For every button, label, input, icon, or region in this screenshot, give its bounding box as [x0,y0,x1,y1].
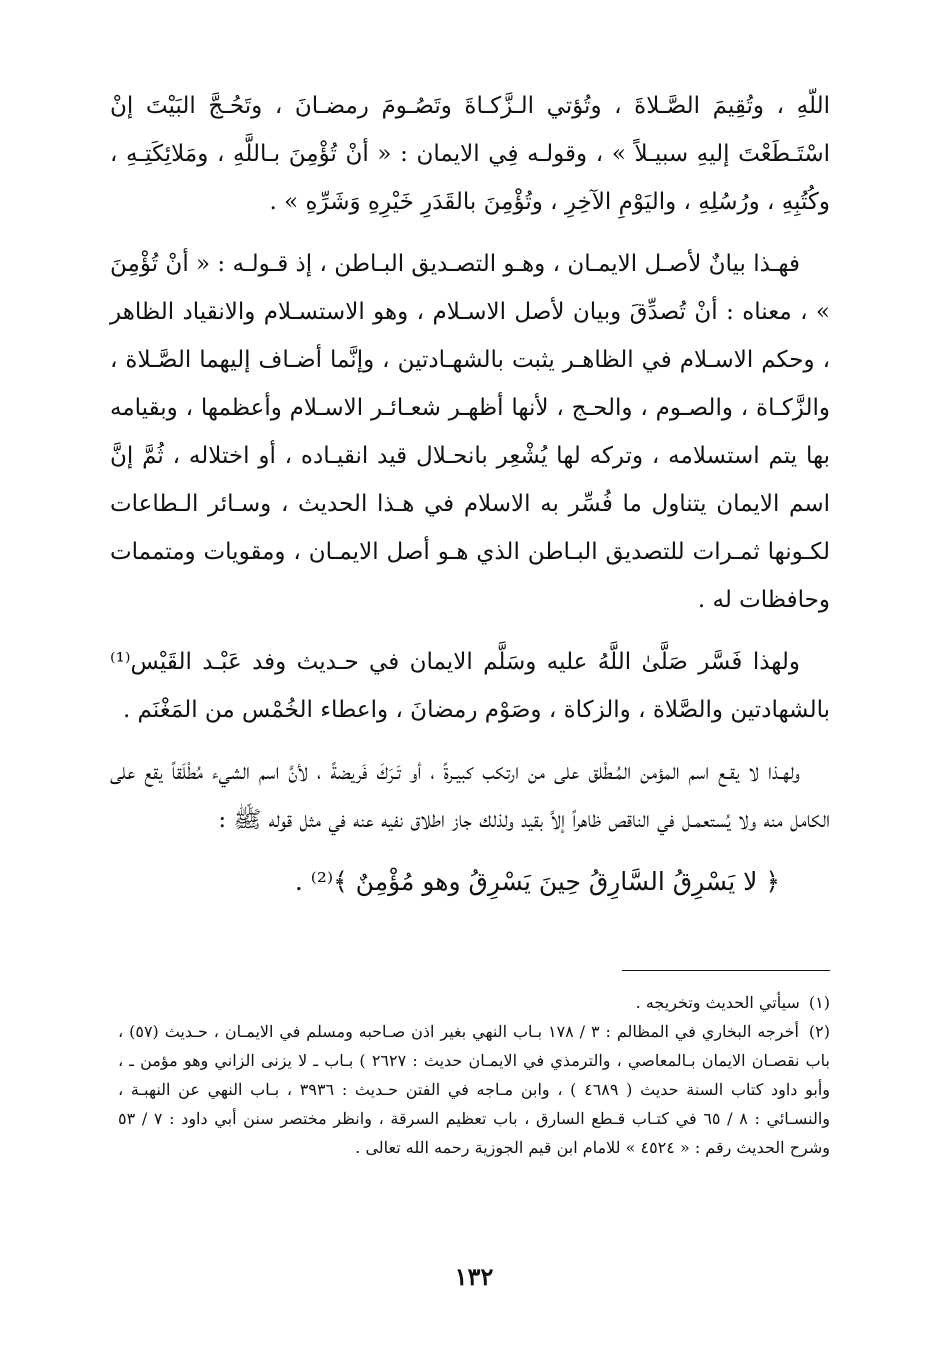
paragraph-1: اللّهِ ، وتُقِيمَ الصَّـلاةَ ، وتُؤتي الـزَّكـاةَ وتَصُـومَ رمضـانَ ، وتَحُـجَّ البَيْتَ إنْ اسْتَـطَعْتَ إليهِ سبيـلاً » ، وقولـه فِي الايمان : « أنْ تُؤْمِنَ بـاللَّهِ ، ومَلائِكَتِـهِ ، وكُتُبِهِ ، ورُسُلِهِ ، واليَوْمِ الآخِرِ ، وتُؤْمِنَ بالقَدَرِ خَيْرِهِ وَشَرِّهِ » . [110,93,830,215]
footnote-text: سيأتي الحديث وتخريجه . [635,993,800,1012]
paragraph-4: ولهـذا لا يقـع اسم المؤمن المُـطْلق على من ارتكب كبيـرةً ، أو تَـرَكَ فَريضةً ، لأنَّ اسم الشيء مُطْلَقاً يقع على الكامل منه ولا يُستعمـل في الناقص ظاهراً إلاَّ بقيد ولذلك جاز اطلاق نفيه عنه في مثل قوله ﷺ : [110,759,830,833]
paragraph-2: فهـذا بيانٌ لأصـل الايمـان ، وهـو التصـديق البـاطن ، إذ قـولـه : « أنْ تُؤْمِنَ » ، معناه : أنْ تُصدِّقَ وبيان لأصل الاسـلام ، وهو الاستسـلام والانقياد الظاهر ، وحكم الاسـلام في الظاهـر يثبت بالشهـادتين ، وإنَّما أضـاف إليهما الصَّـلاة ، والزَّكـاة ، والصـوم ، والحـج ، لأنها أظهـر شعـائـر الاسـلام وأعظمها ، وبقيامه بها يتم استسلامه ، وتركه لها يُشْعِر بانحـلال قيد انقيـاده ، أو اختلاله ، ثُمَّ إنَّ اسم الايمان يتناول ما فُسِّر به الاسلام في هـذا الحديث ، وسـائر الـطاعات لكـونها ثمـرات للتصديق البـاطن الذي هـو أصل الايمـان ، ومقويات ومتممات وحافظات له . [110,251,830,613]
footnote-1 [118,988,830,1017]
footnote-number: (١) [808,993,830,1012]
paragraph-3: ولهذا فَسَّر صَلَّىٰ اللَّهُ عليه وسَلَّم الايمان في حـديث وفد عَبْـد القَيْس⁽¹⁾ بالشهادتين والصَّلاة ، والزكاة ، وصَوْم رمضانَ ، واعطاء الخُمْس من المَغْنَم . [110,649,830,723]
page-number: ١٣٢ [454,1262,494,1291]
footnotes [118,988,830,1162]
footnote-2 [118,1017,830,1162]
footnote-divider [622,970,830,971]
hadith-quote: ﴿ لا يَسْرِقُ السَّارِقُ حِينَ يَسْرِقُ وهو مُؤْمِنٌ ﴾⁽²⁾ . [294,867,780,896]
main-text [110,82,830,906]
footnote-number: (٢) [808,1022,831,1041]
footnote-text: أخرجه البخاري في المظالم : ٣ / ١٧٨ بـاب النهي بغير اذن صـاحبه ومسلم في الايمـان ، حـديث (٥٧) ، باب نقصـان الايمان بـالمعاصي ، والترمذي في الايمـان حديث : ٢٦٢٧ ) بـاب ـ لا يزنى الزاني وهو مؤمن ـ ، وأبو داود كتاب السنة حديث ( ٤٦٨٩ ) ، وابن مـاجه في الفتن حـديث : ٣٩٣٦ ، بـاب النهي عن النهبـة ، والنسـائي : ٨ / ٦٥ في كتـاب قـطع السارق ، باب تعظيم السرقة ، وانظر مختصر سنن أبي داود : ٧ / ٥٣ وشرح الحديث رقم : « ٤٥٢٤ » للامام ابن قيم الجوزية رحمه الله تعالى . [118,1022,831,1157]
